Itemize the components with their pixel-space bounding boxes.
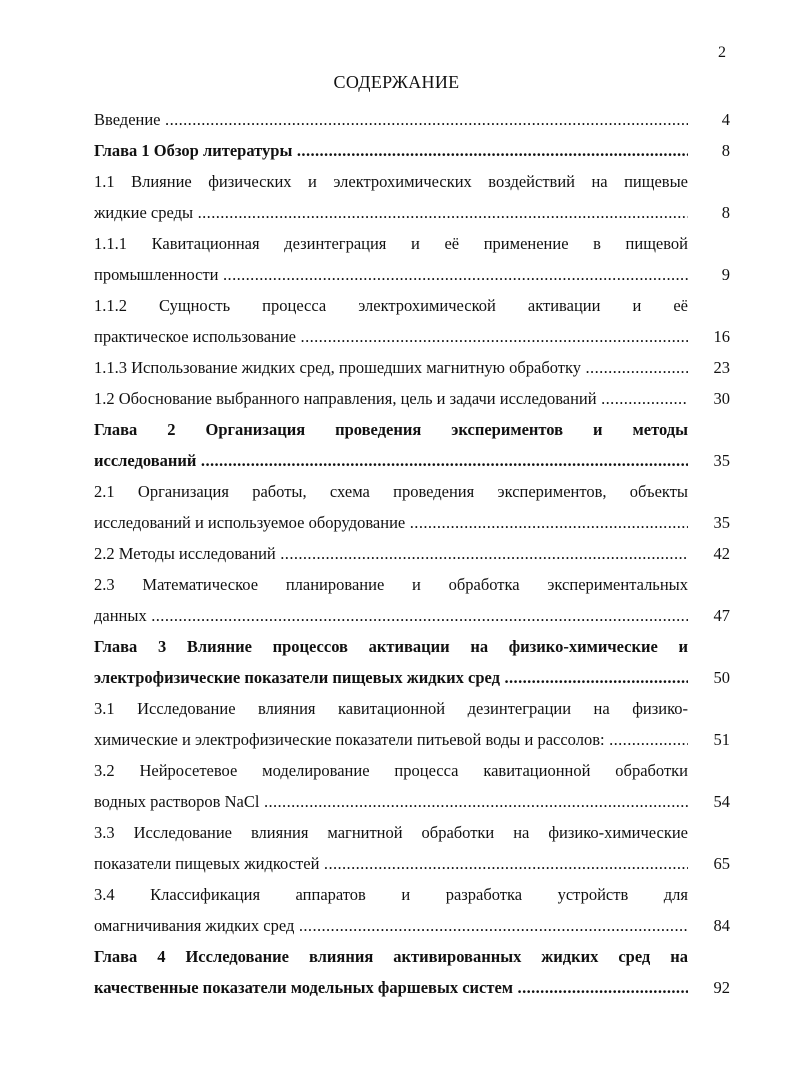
- toc-entry-page: 42: [713, 544, 730, 563]
- toc-entry-title-line: 3.3 Исследование влияния магнитной обработки на физико-химические: [94, 823, 688, 842]
- toc-entry-title: Глава 1 Обзор литературы .....: [94, 135, 688, 166]
- toc-entry: [94, 817, 730, 879]
- toc-entry-page: 4: [721, 110, 730, 129]
- toc-entry-title-line: Глава 4 Исследование влияния активированных жидких сред на: [94, 947, 688, 966]
- toc-entry-title-line: 2.3 Математическое планирование и обработка экспериментальных: [94, 575, 688, 594]
- toc-entry-page: 35: [713, 513, 730, 532]
- toc-entry-page: 84: [713, 916, 730, 935]
- toc-entry: [94, 104, 730, 135]
- toc-entry-title: показатели пищевых жидкостей .....: [94, 848, 688, 879]
- toc-entry: [94, 693, 730, 755]
- toc-entry-page: 8: [721, 141, 730, 160]
- toc-entry: [94, 755, 730, 817]
- toc-entry-title: данных .....: [94, 600, 688, 631]
- toc-entry-page: 51: [713, 730, 730, 749]
- toc-entry: [94, 476, 730, 538]
- page-title: СОДЕРЖАНИЕ: [333, 72, 460, 92]
- toc-entry-title: химические и электрофизические показатели питьевой воды и рассолов: .....: [94, 724, 688, 755]
- toc-entry-title: водных растворов NaCl .....: [94, 786, 688, 817]
- toc-entry-title: электрофизические показатели пищевых жидких сред .....: [94, 662, 688, 693]
- toc-entry-title-line: 3.4 Классификация аппаратов и разработка устройств для: [94, 885, 688, 904]
- toc-entry: [94, 631, 730, 693]
- toc-entry-page: 30: [713, 389, 730, 408]
- toc-entry: [94, 135, 730, 166]
- toc-entry-title-line: 1.1.1 Кавитационная дезинтеграция и её применение в пищевой: [94, 234, 688, 253]
- toc-entry-page: 47: [713, 606, 730, 625]
- toc-entry-title-line: Глава 2 Организация проведения экспериментов и методы: [94, 420, 688, 439]
- toc-entry-title-line: Глава 3 Влияние процессов активации на физико-химические и: [94, 637, 688, 656]
- toc-entry-title: 2.2 Методы исследований .....: [94, 538, 688, 569]
- toc-entry-title-line: 1.1.2 Сущность процесса электрохимической активации и её: [94, 296, 688, 315]
- toc-entry: [94, 879, 730, 941]
- toc-entry: [94, 538, 730, 569]
- toc-entry: [94, 941, 730, 1003]
- toc-entry-title-line: 2.1 Организация работы, схема проведения экспериментов, объекты: [94, 482, 688, 501]
- toc-entry-page: 23: [713, 358, 730, 377]
- toc-entry-title-line: 3.2 Нейросетевое моделирование процесса кавитационной обработки: [94, 761, 688, 780]
- toc-entry: [94, 569, 730, 631]
- toc-entry: [94, 383, 730, 414]
- toc-entry: [94, 166, 730, 228]
- toc-entry-page: 8: [721, 203, 730, 222]
- toc-entry-title: 1.1.3 Использование жидких сред, прошедших магнитную обработку .....: [94, 352, 688, 383]
- toc-entry-title: качественные показатели модельных фаршевых систем .....: [94, 972, 688, 1003]
- toc-entry-page: 9: [721, 265, 730, 284]
- toc-entry-title-line: 1.1 Влияние физических и электрохимических воздействий на пищевые: [94, 172, 688, 191]
- toc-entry-title: исследований и используемое оборудование .....: [94, 507, 688, 538]
- toc-entry-title: практическое использование .....: [94, 321, 688, 352]
- toc-entry-page: 54: [713, 792, 730, 811]
- toc-entry-title: исследований .....: [94, 445, 688, 476]
- toc-entry: [94, 290, 730, 352]
- toc-entry-page: 92: [713, 978, 730, 997]
- toc-entry: [94, 228, 730, 290]
- toc-entry-title-line: 3.1 Исследование влияния кавитационной дезинтеграции на физико-: [94, 699, 688, 718]
- toc-entry: [94, 352, 730, 383]
- toc-entry-title: Введение .....: [94, 104, 688, 135]
- toc-entry-page: 35: [713, 451, 730, 470]
- toc-entry-title: жидкие среды .....: [94, 197, 688, 228]
- toc-entry-page: 50: [713, 668, 730, 687]
- toc-entry-page: 65: [713, 854, 730, 873]
- toc-entry-title: 1.2 Обоснование выбранного направления, цель и задачи исследований .....: [94, 383, 688, 414]
- toc-entry-title: омагничивания жидких сред .....: [94, 910, 688, 941]
- toc-entry-page: 16: [713, 327, 730, 346]
- page-number: 2: [718, 44, 726, 61]
- toc-entry: [94, 414, 730, 476]
- toc-entry-title: промышленности .....: [94, 259, 688, 290]
